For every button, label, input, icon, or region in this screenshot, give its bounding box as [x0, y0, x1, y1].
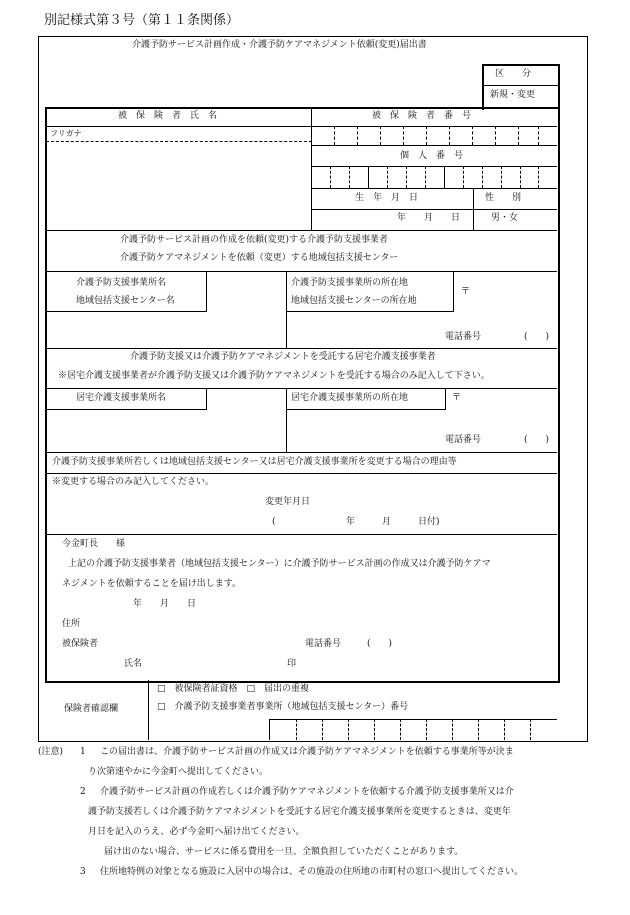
- declaration-body-2: ネジメントを依頼することを届け出します。: [62, 579, 242, 589]
- change-date-open: (: [272, 517, 276, 527]
- declaration-body-1: 上記の介護予防支援事業者（地域包括支援センター）に介護予防サービス計画の作成又は介護予防ケアマ: [68, 559, 491, 569]
- insurer-check-label: 保険者確認欄: [64, 704, 119, 714]
- postal-mark-1: 〒: [461, 287, 471, 297]
- address-label: 住所: [62, 619, 81, 629]
- section1-line2: 介護予防ケアマネジメントを依頼（変更）する地域包括支援センター: [120, 253, 399, 263]
- personal-number-header: 個 人 番 号: [400, 151, 464, 161]
- postal-mark-2: 〒: [452, 393, 462, 403]
- form-title: 介護予防サービス計画作成・介護予防ケアマネジメント依頼(変更)届出書: [132, 40, 427, 50]
- office-name-field-1[interactable]: [46, 312, 286, 348]
- section2-line2: ※居宅介護支援事業者が介護予防支援又は介護予防ケアマネジメントを受託する場合のみ記入して下さい。: [58, 371, 490, 381]
- note-2-number: 2: [80, 787, 86, 797]
- office-name-label-2: 地域包括支援センター名: [76, 296, 175, 306]
- insured-name-header: 被 保 険 者 氏 名: [118, 111, 218, 121]
- note-3-line-1: 住所地特例の対象となる施設に入居中の場合は、その施設の住所地の市町村の窓口へ提出してください。: [100, 867, 524, 877]
- office-number-cells[interactable]: [270, 720, 556, 740]
- sex-value[interactable]: 男・女: [491, 213, 519, 223]
- phone-paren-1[interactable]: ( ): [524, 332, 550, 342]
- insured-number-cells[interactable]: [312, 126, 557, 145]
- phone-label-2: 電話番号: [445, 435, 482, 445]
- name-label: 氏名: [124, 659, 143, 669]
- note-3-number: 3: [80, 867, 86, 877]
- reason-header: 介護予防支援事業所若しくは地域包括支援センター又は居宅介護支援事業所を変更する場合の理由等: [52, 457, 457, 467]
- kubun-label: 区 分: [495, 69, 532, 79]
- reason-field[interactable]: [46, 490, 557, 530]
- note-2-line-1: 介護予防サービス計画の作成若しくは介護予防ケアマネジメントを依頼する介護予防支援事業所又は介: [100, 787, 514, 797]
- kyotaku-address-label: 居宅介護支援事業所の所在地: [291, 393, 409, 403]
- phone-paren-2[interactable]: ( ): [524, 435, 550, 445]
- change-date-label: 変更年月日: [265, 497, 311, 507]
- declaration-phone-label: 電話番号: [305, 639, 342, 649]
- furigana-label: フリガナ: [50, 129, 82, 138]
- birthdate-value[interactable]: 年 月 日: [397, 213, 461, 223]
- addressee: 今金町長 様: [62, 539, 126, 549]
- note-1-line-1: この届出書は、介護予防サービス計画の作成又は介護予防ケアマネジメントを依頼する事業所等が決ま: [100, 747, 514, 757]
- address-field-1[interactable]: [455, 272, 556, 310]
- declaration-date[interactable]: 年 月 日: [133, 599, 197, 609]
- address-label-1: 介護予防支援事業所の所在地: [291, 278, 409, 288]
- seal-mark: 印: [287, 659, 297, 669]
- change-date-value[interactable]: 年 月 日付): [346, 517, 440, 527]
- note-2-line-3: 月日を記入のうえ、必ず今金町へ届け出てください。: [88, 827, 305, 837]
- kyotaku-address-field[interactable]: [447, 389, 556, 409]
- insured-label: 被保険者: [62, 639, 99, 649]
- notes-prefix: (注意): [38, 747, 64, 757]
- section2-line1: 介護予防支援又は介護予防ケアマネジメントを受託する居宅介護支援事業者: [130, 352, 436, 362]
- phone-label-1: 電話番号: [445, 332, 482, 342]
- sex-header: 性 別: [485, 193, 522, 203]
- insured-name-field[interactable]: [46, 142, 311, 230]
- section1-line1: 介護予防サービス計画の作成を依頼(変更)する介護予防支援事業者: [120, 235, 389, 245]
- note-1-line-2: り次第速やかに今金町へ提出してください。: [88, 767, 269, 777]
- kubun-value[interactable]: 新規・変更: [490, 90, 536, 100]
- kyotaku-office-name-label: 居宅介護支援事業所名: [76, 393, 167, 403]
- declaration-phone-paren[interactable]: ( ): [367, 639, 393, 649]
- note-2-line-4: 届け出のない場合、サービスに係る費用を一旦、全額負担していただくことがあります。: [104, 847, 464, 857]
- address-label-2: 地域包括支援センターの所在地: [291, 296, 417, 306]
- birthdate-header: 生 年 月 日: [355, 193, 419, 203]
- office-name-label-1: 介護予防支援事業所名: [76, 278, 167, 288]
- insurer-check-1[interactable]: □ 被保険者証資格 □ 届出の重複: [157, 684, 310, 694]
- note-1-number: 1: [80, 747, 86, 757]
- reason-note: ※変更する場合のみ記入してください。: [52, 477, 215, 487]
- insured-number-header: 被 保 険 者 番 号: [372, 111, 472, 121]
- note-2-line-2: 護予防支援若しくは介護予防ケアマネジメントを受託する居宅介護支援事業所を変更するときは、変更年: [88, 807, 511, 817]
- kyotaku-office-name-field[interactable]: [46, 410, 286, 452]
- form-heading: 別記様式第３号（第１１条関係）: [44, 13, 240, 28]
- insurer-check-2[interactable]: □ 介護予防支援事業者事業所（地域包括支援センター）番号: [157, 702, 409, 712]
